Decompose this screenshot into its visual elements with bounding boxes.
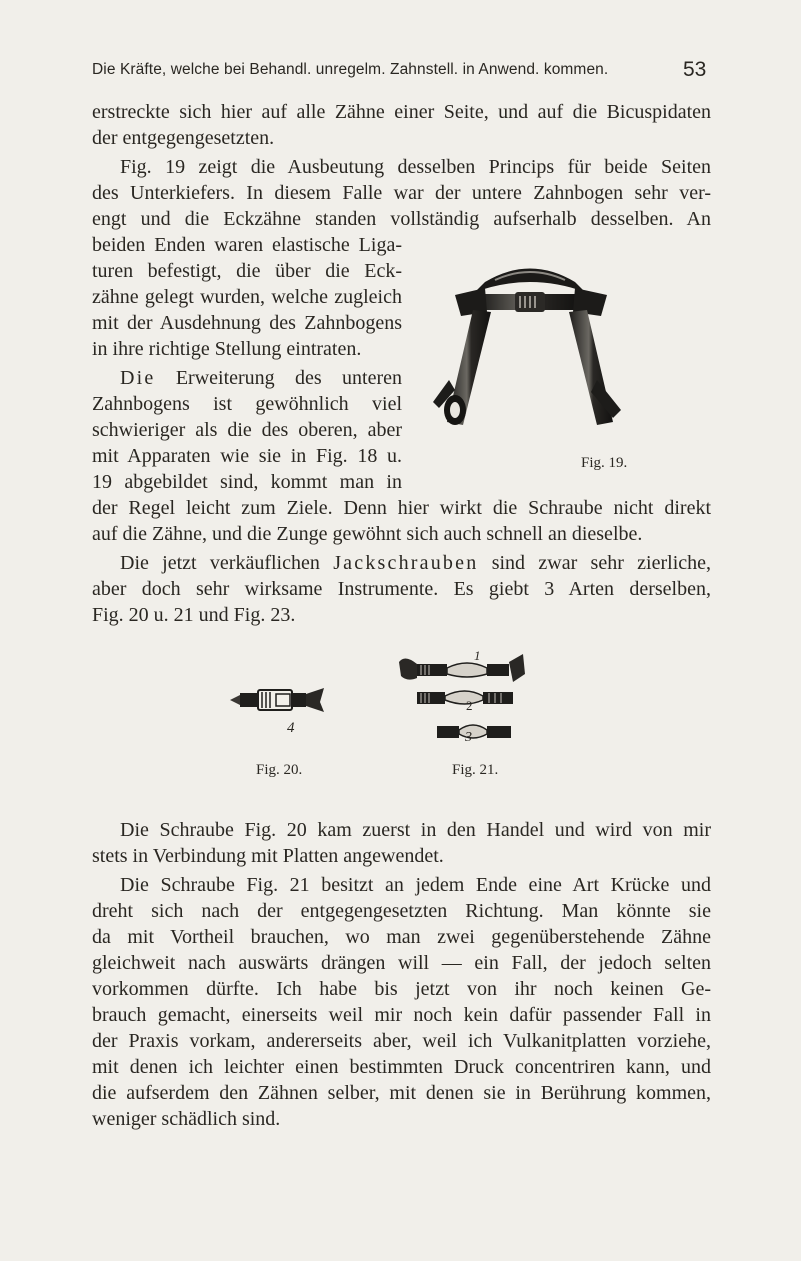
text-line: Fig. 20 u. 21 und Fig. 23.	[92, 604, 296, 626]
text-line: Die Schraube Fig. 21 besitzt an jedem Ende eine Art Krücke und	[120, 874, 711, 896]
text-span: Die jetzt verkäuflichen	[120, 552, 320, 574]
spaced-emphasis: Jackschrauben	[333, 552, 479, 574]
text-line: dreht sich nach der entgegengesetzten Richtung. Man könnte sie	[92, 900, 711, 922]
text-line: schwieriger als die des oberen, aber	[92, 419, 402, 441]
text-line: gleichweit nach auswärts drängen will — ein Fall, der jedoch selten	[92, 952, 711, 974]
text-line: des Unterkiefers. In diesem Falle war der untere Zahnbogen sehr ver-	[92, 182, 711, 204]
fig19-expansion-arch-illustration	[425, 250, 635, 460]
fig20-jackscrew-illustration	[228, 682, 328, 720]
fig20-caption: Fig. 20.	[256, 762, 303, 778]
text-line: die aufserdem den Zähnen selber, mit denen sie in Berührung kommen,	[92, 1082, 711, 1104]
fig21-number-label: 1	[474, 648, 481, 663]
text-line: da mit Vortheil brauchen, wo man zwei gegenüberstehende Zähne	[92, 926, 711, 948]
text-line: brauch gemacht, einerseits weil mir noch kein dafür passender Fall in	[92, 1004, 711, 1026]
text-line: erstreckte sich hier auf alle Zähne einer Seite, und auf die Bicuspidaten	[92, 101, 711, 123]
fig19-caption: Fig. 19.	[581, 455, 628, 471]
text-line	[120, 365, 402, 391]
text-line: in ihre richtige Stellung eintraten.	[92, 338, 362, 360]
text-line	[120, 550, 711, 576]
text-line: Zahnbogens ist gewöhnlich viel	[92, 393, 402, 415]
text-line: aber doch sehr wirksame Instrumente. Es giebt 3 Arten derselben,	[92, 578, 711, 600]
text-line: Fig. 19 zeigt die Ausbeutung desselben Princips für beide Seiten	[120, 156, 711, 178]
text-line: beiden Enden waren elastische Liga-	[92, 234, 402, 256]
text-line: 19 abgebildet sind, kommt man in	[92, 471, 402, 493]
text-line: auf die Zähne, und die Zunge gewöhnt sich auch schnell an dieselbe.	[92, 523, 643, 545]
page-number: 53	[683, 58, 707, 81]
spaced-emphasis: Die	[120, 367, 156, 389]
text-line: weniger schädlich sind.	[92, 1108, 281, 1130]
text-line: Die Schraube Fig. 20 kam zuerst in den Handel und wird von mir	[120, 819, 711, 841]
text-line: turen befestigt, die über die Eck-	[92, 260, 402, 282]
text-line: der entgegengesetzten.	[92, 127, 275, 149]
fig21-number-label: 2	[466, 698, 473, 713]
fig21-number-label: 3	[465, 730, 472, 745]
text-line: der Praxis vorkam, andererseits aber, weil ich Vulkanitplatten vorziehe,	[92, 1030, 711, 1052]
text-line: mit der Ausdehnung des Zahnbogens	[92, 312, 402, 334]
text-line: mit Apparaten wie sie in Fig. 18 u.	[92, 445, 402, 467]
text-line: engt und die Eckzähne standen vollständig aufserhalb desselben. An	[92, 208, 711, 230]
text-line: stets in Verbindung mit Platten angewendet.	[92, 845, 444, 867]
fig21-jackscrews-illustration	[397, 652, 529, 752]
text-line: der Regel leicht zum Ziele. Denn hier wirkt die Schraube nicht direkt	[92, 497, 711, 519]
text-span: sind zwar sehr zierliche,	[491, 552, 712, 574]
fig21-caption: Fig. 21.	[452, 762, 499, 778]
text-line: vorkommen dürfte. Ich habe bis jetzt von ihr noch keinen Ge-	[92, 978, 711, 1000]
running-header: Die Kräfte, welche bei Behandl. unregelm. Zahnstell. in Anwend. kommen.	[92, 61, 609, 78]
text-span: Erweiterung des unteren	[175, 367, 402, 389]
text-line: mit denen ich leichter einen bestimmten Druck concentriren kann, und	[92, 1056, 711, 1078]
fig20-number-label: 4	[287, 720, 295, 736]
text-line: zähne gelegt wurden, welche zugleich	[92, 286, 402, 308]
